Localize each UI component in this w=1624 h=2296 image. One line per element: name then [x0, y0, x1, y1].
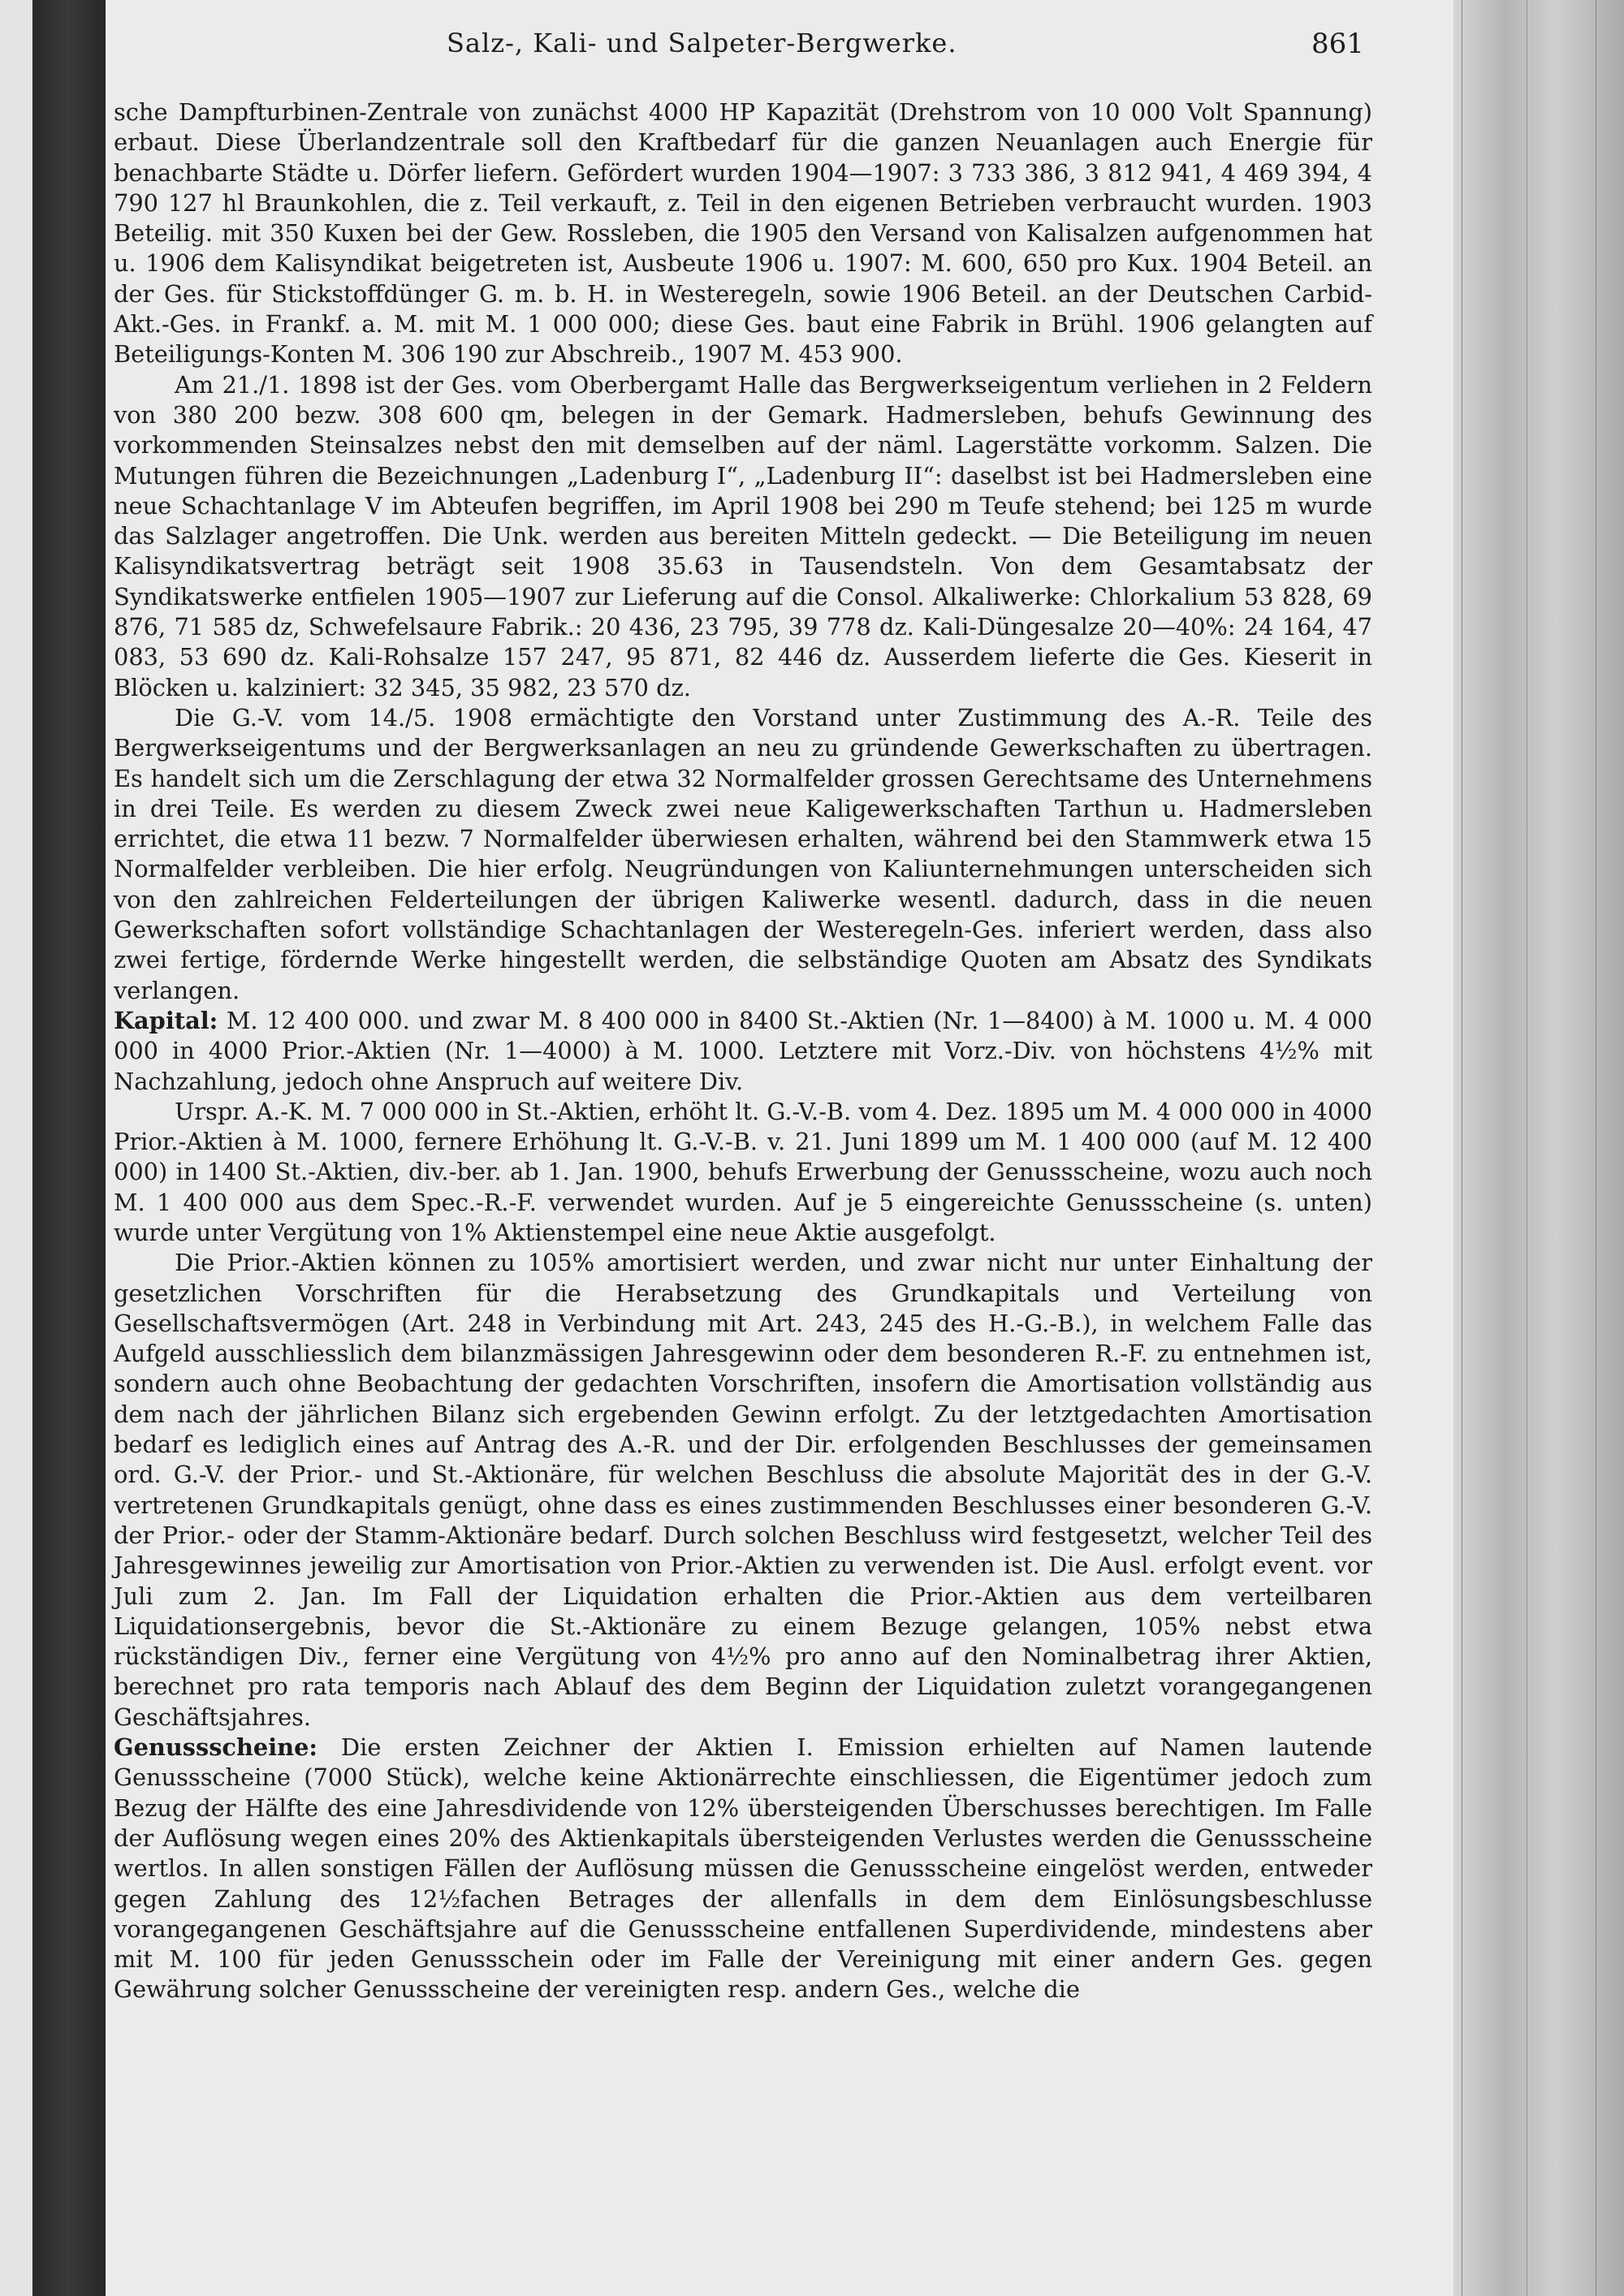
paragraph: [114, 1733, 1372, 2005]
paragraph: [114, 370, 1372, 703]
paragraph-text: M. 12 400 000. und zwar M. 8 400 000 in 8400 St.-Aktien (Nr. 1—8400) à M. 1000 u. M. 4 000 000 in 4000 Prior.-Aktien (Nr. 1—4000) à M. 1000. Letztere mit Vorz.-Div. von höchstens 4½% mit Nachzahlung, jedoch ohne Anspruch auf weitere Div.: [114, 1006, 1372, 1095]
paragraph-text: Die Prior.-Aktien können zu 105% amortisiert werden, und zwar nicht nur unter Einhaltung der gesetzlichen Vorschriften für die Herabsetzung des Grundkapitals und Verteilung von Gesellschaftsvermögen (Art. 248 in Verbindung mit Art. 243, 245 des H.-G.-B.), in welchem Falle das Aufgeld ausschliesslich dem bilanzmässigen Jahresgewinn oder dem besonderen R.-F. zu entnehmen ist, sondern auch ohne Beobachtung der gedachten Vorschriften, insofern die Amortisation vollständig aus dem nach der jährlichen Bilanz sich ergebenden Gewinn erfolgt. Zu der letztgedachten Amortisation bedarf es lediglich eines auf Antrag des A.-R. und der Dir. erfolgenden Beschlusses der gemeinsamen ord. G.-V. der Prior.- und St.-Aktionäre, für welchen Beschluss die absolute Majorität des in der G.-V. vertretenen Grundkapitals genügt, ohne dass es eines zustimmenden Beschlusses einer besonderen G.-V. der Prior.- oder der Stamm-Aktionäre bedarf. Durch solchen Beschluss wird festgesetzt, welcher Teil des Jahresgewinnes jeweilig zur Amortisation von Prior.-Aktien zu verwenden ist. Die Ausl. erfolgt event. vor Juli zum 2. Jan. Im Fall der Liquidation erhalten die Prior.-Aktien aus dem verteilbaren Liquidationsergebnis, bevor die St.-Aktionäre zu einem Bezuge gelangen, 105% nebst etwa rückständigen Div., ferner eine Vergütung von 4½% pro anno auf den Nominalbetrag ihrer Aktien, berechnet pro rata temporis nach Ablauf des dem Beginn der Liquidation zuletzt vorangegangenen Geschäftsjahres.: [114, 1249, 1372, 1731]
paragraph: [114, 1006, 1372, 1097]
paragraph: [114, 1248, 1372, 1733]
paragraph: [114, 1097, 1372, 1248]
paragraph: [114, 97, 1372, 370]
running-head: Salz-, Kali- und Salpeter-Bergwerke.: [447, 28, 957, 58]
page-edge-stack: [1453, 0, 1624, 2296]
paragraph: [114, 703, 1372, 1006]
facing-page-edge: [0, 0, 32, 2296]
paragraph-lead: Kapital:: [114, 1006, 218, 1034]
paragraph-text: Am 21./1. 1898 ist der Ges. vom Oberbergamt Halle das Bergwerkseigentum verliehen in 2 Feldern von 380 200 bezw. 308 600 qm, belegen in der Gemark. Hadmersleben, behufs Gewinnung des vorkommenden Steinsalzes nebst den mit demselben auf der näml. Lagerstätte vorkomm. Salzen. Die Mutungen führen die Bezeichnungen „Ladenburg I“, „Ladenburg II“: daselbst ist bei Hadmersleben eine neue Schachtanlage V im Abteufen begriffen, im April 1908 bei 290 m Teufe stehend; bei 125 m wurde das Salzlager angetroffen. Die Unk. werden aus bereiten Mitteln gedeckt. — Die Beteiligung im neuen Kalisyndikatsvertrag beträgt seit 1908 35.63 in Tausendsteln. Von dem Gesamtabsatz der Syndikatswerke entfielen 1905—1907 zur Lieferung auf die Consol. Alkaliwerke: Chlorkalium 53 828, 69 876, 71 585 dz, Schwefelsaure Fabrik.: 20 436, 23 795, 39 778 dz. Kali-Düngesalze 20—40%: 24 164, 47 083, 53 690 dz. Kali-Rohsalze 157 247, 95 871, 82 446 dz. Ausserdem lieferte die Ges. Kieserit in Blöcken u. kalziniert: 32 345, 35 982, 23 570 dz.: [114, 370, 1372, 701]
paragraph-lead: Genussscheine:: [114, 1733, 318, 1762]
paragraph-text: Urspr. A.-K. M. 7 000 000 in St.-Aktien, erhöht lt. G.-V.-B. vom 4. Dez. 1895 um M. 4 000 000 in 4000 Prior.-Aktien à M. 1000, fernere Erhöhung lt. G.-V.-B. v. 21. Juni 1899 um M. 1 400 000 (auf M. 12 400 000) in 1400 St.-Aktien, div.-ber. ab 1. Jan. 1900, behufs Erwerbung der Genussscheine, wozu auch noch M. 1 400 000 aus dem Spec.-R.-F. verwendet wurden. Auf je 5 eingereichte Genussscheine (s. unten) wurde unter Vergütung von 1% Aktienstempel eine neue Aktie ausgefolgt.: [114, 1097, 1372, 1246]
paragraph-text: Die G.-V. vom 14./5. 1908 ermächtigte den Vorstand unter Zustimmung des A.-R. Teile des Bergwerkseigentums und der Bergwerksanlagen an neu zu gründende Gewerkschaften zu übertragen. Es handelt sich um die Zerschlagung der etwa 32 Normalfelder grossen Gerechtsame des Unternehmens in drei Teile. Es werden zu diesem Zweck zwei neue Kaligewerkschaften Tarthun u. Hadmersleben errichtet, die etwa 11 bezw. 7 Normalfelder überwiesen erhalten, während bei den Stammwerk etwa 15 Normalfelder verbleiben. Die hier erfolg. Neugründungen von Kaliunternehmungen unterscheiden sich von den zahlreichen Felderteilungen der übrigen Kaliwerke wesentl. dadurch, dass in die neuen Gewerkschaften sofort vollständige Schachtanlagen der Westeregeln-Ges. inferiert werden, dass also zwei fertige, fördernde Werke hingestellt werden, die selbständige Quoten am Absatz des Syndikats verlangen.: [114, 703, 1372, 1004]
page-content: [114, 24, 1372, 2004]
paragraph-text: Die ersten Zeichner der Aktien I. Emission erhielten auf Namen lautende Genussscheine (7000 Stück), welche keine Aktionärrechte einschliessen, die Eigentümer jedoch zum Bezug der Hälfte des eine Jahresdividende von 12% übersteigenden Überschusses berechtigen. Im Falle der Auflösung wegen eines 20% des Aktienkapitals übersteigenden Verlustes werden die Genussscheine wertlos. In allen sonstigen Fällen der Auflösung müssen die Genussscheine eingelöst werden, entweder gegen Zahlung des 12½fachen Betrages der allenfalls in dem dem Einlösungsbeschlusse vorangegangenen Geschäftsjahre auf die Genussscheine entfallenen Superdividende, mindestens aber mit M. 100 für jeden Genussschein oder im Falle der Vereinigung mit einer andern Ges. gegen Gewährung solcher Genussscheine der vereinigten resp. andern Ges., welche die: [114, 1733, 1372, 2004]
page-number: 861: [1311, 28, 1364, 60]
page-header: [114, 24, 1372, 73]
paragraph-text: sche Dampfturbinen-Zentrale von zunächst 4000 HP Kapazität (Drehstrom von 10 000 Volt Spannung) erbaut. Diese Überlandzentrale soll den Kraftbedarf für die ganzen Neuanlagen auch Energie für benachbarte Städte u. Dörfer liefern. Gefördert wurden 1904—1907: 3 733 386, 3 812 941, 4 469 394, 4 790 127 hl Braunkohlen, die z. Teil verkauft, z. Teil in den eigenen Betrieben verbraucht wurden. 1903 Beteilig. mit 350 Kuxen bei der Gew. Rossleben, die 1905 den Versand von Kalisalzen aufgenommen hat u. 1906 dem Kalisyndikat beigetreten ist, Ausbeute 1906 u. 1907: M. 600, 650 pro Kux. 1904 Beteil. an der Ges. für Stickstoffdünger G. m. b. H. in Westeregeln, sowie 1906 Beteil. an der Deutschen Carbid-Akt.-Ges. in Frankf. a. M. mit M. 1 000 000; diese Ges. baut eine Fabrik in Brühl. 1906 gelangten auf Beteiligungs-Konten M. 306 190 zur Abschreib., 1907 M. 453 900.: [114, 98, 1372, 369]
book-spine-shadow: [32, 0, 106, 2296]
body-text: [114, 97, 1372, 2005]
